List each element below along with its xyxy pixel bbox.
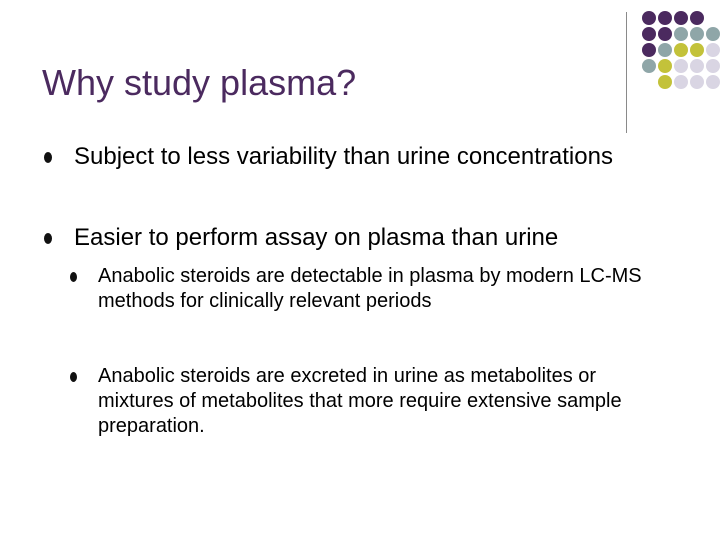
decorative-dot <box>658 43 672 57</box>
decorative-dot <box>658 27 672 41</box>
sub-bullet-text: Anabolic steroids are excreted in urine as metabolites or mixtures of metabolites that more require extensive sample preparation. <box>98 365 622 437</box>
sub-bullet-icon <box>70 372 77 382</box>
decorative-dot <box>706 43 720 57</box>
decorative-dot <box>658 75 672 89</box>
decorative-dot <box>642 43 656 57</box>
bullet-text: Easier to perform assay on plasma than urine <box>74 224 559 251</box>
decorative-dot <box>642 27 656 41</box>
decorative-dot <box>690 27 704 41</box>
decorative-dot <box>642 59 656 73</box>
bullet-icon <box>44 152 52 163</box>
decorative-dot <box>706 59 720 73</box>
decorative-dot <box>674 59 688 73</box>
decorative-dot <box>690 11 704 25</box>
decorative-dot <box>658 11 672 25</box>
decorative-dot <box>706 75 720 89</box>
sub-bullet-item <box>98 364 668 439</box>
decorative-dot <box>674 27 688 41</box>
bullet-text: Subject to less variability than urine concentrations <box>74 143 613 170</box>
bullet-item <box>74 142 714 172</box>
decorative-dot <box>674 43 688 57</box>
bullet-icon <box>44 233 52 244</box>
slide-title: Why study plasma? <box>42 62 357 103</box>
decorative-dot <box>674 75 688 89</box>
sub-bullet-item <box>98 264 668 314</box>
decorative-dot <box>642 11 656 25</box>
sub-bullet-text: Anabolic steroids are detectable in plasma by modern LC-MS methods for clinically relevant periods <box>98 265 642 312</box>
decorative-dot <box>674 11 688 25</box>
bullet-item <box>74 223 714 253</box>
decorative-dot <box>690 75 704 89</box>
sub-bullet-icon <box>70 272 77 282</box>
decorative-dot <box>690 43 704 57</box>
decorative-dot <box>658 59 672 73</box>
decorative-dot <box>690 59 704 73</box>
decorative-dot <box>706 27 720 41</box>
